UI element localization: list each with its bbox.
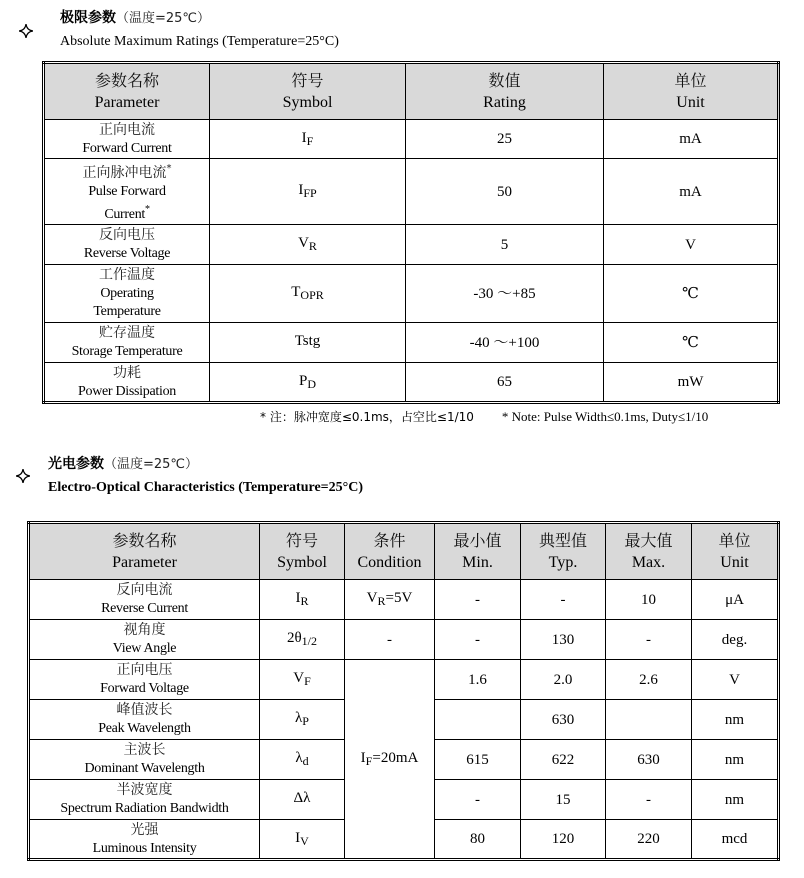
- section-heading-absolute-max: [60, 9, 339, 51]
- min-cell: [435, 700, 521, 740]
- unit-cell: V: [692, 660, 779, 700]
- max-cell: [606, 700, 692, 740]
- param-cell: 正向电流 Forward Current: [44, 120, 210, 159]
- param-cell: 功耗 Power Dissipation: [44, 363, 210, 403]
- table-row: [44, 363, 779, 403]
- condition-cell: -: [345, 620, 435, 660]
- symbol-cell: $V_F$: [260, 660, 345, 700]
- param-cell: 主波长 Dominant Wavelength: [29, 740, 260, 780]
- max-cell: -: [606, 780, 692, 820]
- typ-cell: 630: [521, 700, 606, 740]
- table-header-row: [29, 523, 779, 580]
- pulse-note-en: * Note: Pulse Width≤0.1ms, Duty≤1/10: [501, 409, 709, 424]
- condition-cell: $V_R=5V$: [345, 580, 435, 620]
- symbol-cell: $\lambda_P$: [260, 700, 345, 740]
- param-cell: 正向电压 Forward Voltage: [29, 660, 260, 700]
- header-min: 最小值 Min.: [435, 523, 521, 580]
- min-cell: -: [435, 580, 521, 620]
- section-title-cn: 光电参数（温度=25℃）: [48, 456, 199, 472]
- param-cell: 峰值波长 Peak Wavelength: [29, 700, 260, 740]
- typ-cell: 622: [521, 740, 606, 780]
- param-cell: 正向脉冲电流* Pulse Forward Current*: [44, 159, 210, 225]
- param-cell: 反向电压 Reverse Voltage: [44, 225, 210, 265]
- symbol-cell: $I_R$: [260, 580, 345, 620]
- four-point-star-icon: [16, 469, 30, 483]
- max-cell: -: [606, 620, 692, 660]
- table-row: [44, 120, 779, 159]
- header-typ: 典型值 Typ.: [521, 523, 606, 580]
- pulse-note-cn: * 注：脉冲宽度≤0.1ms，占空比≤1/10: [260, 410, 474, 424]
- unit-cell: V: [604, 225, 779, 265]
- table-row: [44, 265, 779, 323]
- absolute-max-ratings-table: [42, 61, 780, 404]
- symbol-cell: $2\theta_{1/2}$: [260, 620, 345, 660]
- pulse-note: [260, 408, 708, 425]
- header-max: 最大值 Max.: [606, 523, 692, 580]
- unit-cell: mW: [604, 363, 779, 403]
- rating-cell: 5: [406, 225, 604, 265]
- unit-cell: nm: [692, 700, 779, 740]
- max-cell: 220: [606, 820, 692, 860]
- unit-cell: nm: [692, 780, 779, 820]
- min-cell: -: [435, 780, 521, 820]
- typ-cell: 130: [521, 620, 606, 660]
- unit-cell: mA: [604, 120, 779, 159]
- param-cell: 反向电流 Reverse Current: [29, 580, 260, 620]
- typ-cell: 15: [521, 780, 606, 820]
- min-cell: 1.6: [435, 660, 521, 700]
- table-row: [29, 620, 779, 660]
- rating-cell: -30 ～+85: [406, 265, 604, 323]
- section-heading-electro-optical: [48, 455, 363, 497]
- header-parameter: 参数名称 Parameter: [44, 63, 210, 120]
- symbol-cell: Δλ: [260, 780, 345, 820]
- min-cell: -: [435, 620, 521, 660]
- electro-optical-table: [27, 521, 780, 861]
- param-cell: 工作温度 Operating Temperature: [44, 265, 210, 323]
- max-cell: 2.6: [606, 660, 692, 700]
- section-title-en: Absolute Maximum Ratings (Temperature=25°C): [60, 34, 339, 49]
- header-unit: 单位 Unit: [692, 523, 779, 580]
- rating-cell: -40 ～+100: [406, 323, 604, 363]
- param-cell: 半波宽度 Spectrum Radiation Bandwidth: [29, 780, 260, 820]
- symbol-cell: Tstg: [210, 323, 406, 363]
- four-point-star-icon: [19, 24, 33, 38]
- unit-cell: mcd: [692, 820, 779, 860]
- typ-cell: 120: [521, 820, 606, 860]
- section-title-en: Electro-Optical Characteristics (Temperature=25°C): [48, 480, 364, 495]
- unit-cell: mA: [604, 159, 779, 225]
- param-cell: 视角度 View Angle: [29, 620, 260, 660]
- param-cell: 光强 Luminous Intensity: [29, 820, 260, 860]
- section-title-cn: 极限参数（温度=25℃）: [60, 10, 211, 26]
- rating-cell: 50: [406, 159, 604, 225]
- max-cell: 10: [606, 580, 692, 620]
- header-unit: 单位 Unit: [604, 63, 779, 120]
- unit-cell: ℃: [604, 265, 779, 323]
- typ-cell: -: [521, 580, 606, 620]
- symbol-cell: $I_V$: [260, 820, 345, 860]
- shared-condition-cell: $I_F=20mA$: [345, 660, 435, 860]
- symbol-cell: $\lambda_d$: [260, 740, 345, 780]
- table-row: [44, 159, 779, 225]
- table-row: [44, 225, 779, 265]
- symbol-cell: $V_R$: [210, 225, 406, 265]
- rating-cell: 25: [406, 120, 604, 159]
- header-rating: 数值 Rating: [406, 63, 604, 120]
- header-symbol: 符号 Symbol: [260, 523, 345, 580]
- symbol-cell: $T_{OPR}$: [210, 265, 406, 323]
- rating-cell: 65: [406, 363, 604, 403]
- symbol-cell: $I_{FP}$: [210, 159, 406, 225]
- max-cell: 630: [606, 740, 692, 780]
- table-header-row: [44, 63, 779, 120]
- unit-cell: μA: [692, 580, 779, 620]
- typ-cell: 2.0: [521, 660, 606, 700]
- symbol-cell: $P_D$: [210, 363, 406, 403]
- unit-cell: deg.: [692, 620, 779, 660]
- table-row: [29, 580, 779, 620]
- min-cell: 80: [435, 820, 521, 860]
- header-parameter: 参数名称 Parameter: [29, 523, 260, 580]
- min-cell: 615: [435, 740, 521, 780]
- header-condition: 条件 Condition: [345, 523, 435, 580]
- table-row: [29, 660, 779, 700]
- unit-cell: ℃: [604, 323, 779, 363]
- header-symbol: 符号 Symbol: [210, 63, 406, 120]
- param-cell: 贮存温度 Storage Temperature: [44, 323, 210, 363]
- symbol-cell: $I_F$: [210, 120, 406, 159]
- unit-cell: nm: [692, 740, 779, 780]
- table-row: [44, 323, 779, 363]
